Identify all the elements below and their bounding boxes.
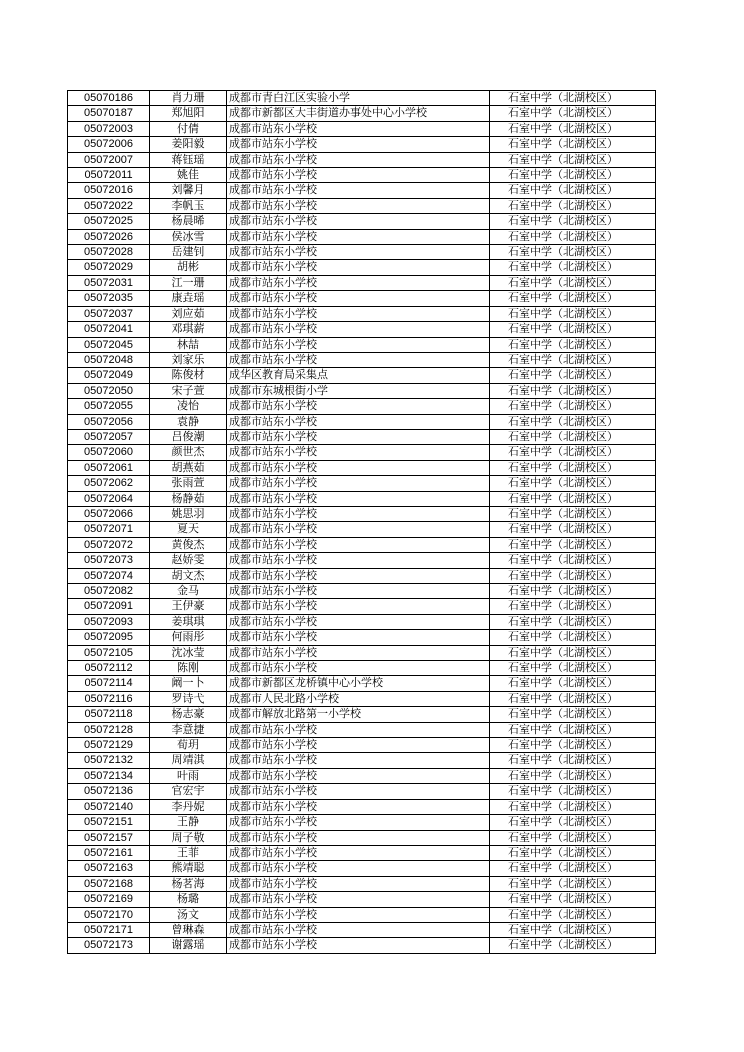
- student-name-cell: 何雨彤: [150, 630, 227, 645]
- student-id-cell: 05072170: [68, 907, 150, 922]
- primary-school-cell: 成都市站东小学校: [227, 722, 490, 737]
- table-row: [68, 938, 656, 953]
- primary-school-cell: 成都市解放北路第一小学校: [227, 707, 490, 722]
- student-name-cell: 胡燕茹: [150, 460, 227, 475]
- student-name-cell: 叶雨: [150, 768, 227, 783]
- table-row: [68, 414, 656, 429]
- table-row: [68, 522, 656, 537]
- primary-school-cell: 成都市站东小学校: [227, 445, 490, 460]
- admitted-school-cell: 石室中学（北湖校区）: [490, 707, 656, 722]
- student-id-cell: 05072057: [68, 429, 150, 444]
- student-name-cell: 李帆玉: [150, 198, 227, 213]
- table-row: [68, 106, 656, 121]
- admitted-school-cell: 石室中学（北湖校区）: [490, 614, 656, 629]
- primary-school-cell: 成都市站东小学校: [227, 938, 490, 953]
- table-row: [68, 922, 656, 937]
- primary-school-cell: 成都市站东小学校: [227, 121, 490, 136]
- admitted-school-cell: 石室中学（北湖校区）: [490, 183, 656, 198]
- student-name-cell: 姚佳: [150, 168, 227, 183]
- table-row: [68, 214, 656, 229]
- table-row: [68, 830, 656, 845]
- student-name-cell: 金马: [150, 584, 227, 599]
- table-row: [68, 907, 656, 922]
- table-row: [68, 491, 656, 506]
- primary-school-cell: 成都市站东小学校: [227, 614, 490, 629]
- primary-school-cell: 成都市站东小学校: [227, 738, 490, 753]
- student-id-cell: 05072056: [68, 414, 150, 429]
- admitted-school-cell: 石室中学（北湖校区）: [490, 137, 656, 152]
- student-name-cell: 王伊豪: [150, 599, 227, 614]
- admitted-school-cell: 石室中学（北湖校区）: [490, 476, 656, 491]
- student-name-cell: 岳建钊: [150, 245, 227, 260]
- student-id-cell: 05072071: [68, 522, 150, 537]
- primary-school-cell: 成都市站东小学校: [227, 568, 490, 583]
- primary-school-cell: 成都市站东小学校: [227, 322, 490, 337]
- admitted-school-cell: 石室中学（北湖校区）: [490, 799, 656, 814]
- student-id-cell: 05072073: [68, 553, 150, 568]
- admitted-school-cell: 石室中学（北湖校区）: [490, 322, 656, 337]
- admitted-school-cell: 石室中学（北湖校区）: [490, 815, 656, 830]
- primary-school-cell: 成都市站东小学校: [227, 599, 490, 614]
- primary-school-cell: 成都市站东小学校: [227, 214, 490, 229]
- student-id-cell: 05072163: [68, 861, 150, 876]
- primary-school-cell: 成都市站东小学校: [227, 229, 490, 244]
- primary-school-cell: 成都市站东小学校: [227, 506, 490, 521]
- table-row: [68, 306, 656, 321]
- primary-school-cell: 成都市新都区龙桥镇中心小学校: [227, 676, 490, 691]
- admitted-school-cell: 石室中学（北湖校区）: [490, 368, 656, 383]
- student-name-cell: 姜阳毅: [150, 137, 227, 152]
- table-row: [68, 645, 656, 660]
- table-row: [68, 368, 656, 383]
- admitted-school-cell: 石室中学（北湖校区）: [490, 784, 656, 799]
- primary-school-cell: 成都市站东小学校: [227, 352, 490, 367]
- primary-school-cell: 成都市站东小学校: [227, 260, 490, 275]
- student-id-cell: 05072048: [68, 352, 150, 367]
- primary-school-cell: 成都市站东小学校: [227, 491, 490, 506]
- table-row: [68, 460, 656, 475]
- table-row: [68, 121, 656, 136]
- student-id-cell: 05072173: [68, 938, 150, 953]
- admitted-school-cell: 石室中学（北湖校区）: [490, 938, 656, 953]
- student-id-cell: 05072025: [68, 214, 150, 229]
- admitted-school-cell: 石室中学（北湖校区）: [490, 522, 656, 537]
- student-id-cell: 05070187: [68, 106, 150, 121]
- student-id-cell: 05072151: [68, 815, 150, 830]
- primary-school-cell: 成都市站东小学校: [227, 584, 490, 599]
- student-id-cell: 05072061: [68, 460, 150, 475]
- student-id-cell: 05072031: [68, 275, 150, 290]
- primary-school-cell: 成都市站东小学校: [227, 399, 490, 414]
- primary-school-cell: 成都市站东小学校: [227, 784, 490, 799]
- student-name-cell: 陈俊材: [150, 368, 227, 383]
- student-id-cell: 05072116: [68, 691, 150, 706]
- admitted-school-cell: 石室中学（北湖校区）: [490, 722, 656, 737]
- student-id-cell: 05072003: [68, 121, 150, 136]
- student-name-cell: 汤文: [150, 907, 227, 922]
- primary-school-cell: 成都市站东小学校: [227, 152, 490, 167]
- table-row: [68, 691, 656, 706]
- student-id-cell: 05072132: [68, 753, 150, 768]
- student-id-cell: 05072140: [68, 799, 150, 814]
- table-row: [68, 630, 656, 645]
- admitted-school-cell: 石室中学（北湖校区）: [490, 337, 656, 352]
- student-id-cell: 05072029: [68, 260, 150, 275]
- admitted-school-cell: 石室中学（北湖校区）: [490, 845, 656, 860]
- admitted-school-cell: 石室中学（北湖校区）: [490, 399, 656, 414]
- table-row: [68, 275, 656, 290]
- student-name-cell: 康垚瑶: [150, 291, 227, 306]
- admitted-school-cell: 石室中学（北湖校区）: [490, 429, 656, 444]
- student-id-cell: 05072045: [68, 337, 150, 352]
- primary-school-cell: 成都市站东小学校: [227, 291, 490, 306]
- admitted-school-cell: 石室中学（北湖校区）: [490, 168, 656, 183]
- table-row: [68, 399, 656, 414]
- student-name-cell: 李意捷: [150, 722, 227, 737]
- student-id-cell: 05072062: [68, 476, 150, 491]
- student-name-cell: 姚思羽: [150, 506, 227, 521]
- student-id-cell: 05072064: [68, 491, 150, 506]
- admitted-school-cell: 石室中学（北湖校区）: [490, 291, 656, 306]
- primary-school-cell: 成都市站东小学校: [227, 183, 490, 198]
- student-id-cell: 05072112: [68, 661, 150, 676]
- admitted-school-cell: 石室中学（北湖校区）: [490, 691, 656, 706]
- table-row: [68, 291, 656, 306]
- table-row: [68, 661, 656, 676]
- table-row: [68, 245, 656, 260]
- student-id-cell: 05072028: [68, 245, 150, 260]
- admitted-school-cell: 石室中学（北湖校区）: [490, 229, 656, 244]
- primary-school-cell: 成都市站东小学校: [227, 275, 490, 290]
- table-row: [68, 768, 656, 783]
- primary-school-cell: 成都市站东小学校: [227, 537, 490, 552]
- student-name-cell: 杨静茹: [150, 491, 227, 506]
- student-name-cell: 袁静: [150, 414, 227, 429]
- primary-school-cell: 成都市站东小学校: [227, 753, 490, 768]
- admitted-school-cell: 石室中学（北湖校区）: [490, 460, 656, 475]
- student-id-cell: 05072157: [68, 830, 150, 845]
- student-name-cell: 江一珊: [150, 275, 227, 290]
- admitted-school-cell: 石室中学（北湖校区）: [490, 922, 656, 937]
- primary-school-cell: 成都市站东小学校: [227, 661, 490, 676]
- student-id-cell: 05072093: [68, 614, 150, 629]
- table-row: [68, 568, 656, 583]
- primary-school-cell: 成都市站东小学校: [227, 168, 490, 183]
- student-name-cell: 阚一卜: [150, 676, 227, 691]
- admitted-school-cell: 石室中学（北湖校区）: [490, 198, 656, 213]
- admitted-school-cell: 石室中学（北湖校区）: [490, 506, 656, 521]
- admitted-school-cell: 石室中学（北湖校区）: [490, 768, 656, 783]
- student-id-cell: 05072091: [68, 599, 150, 614]
- table-row: [68, 168, 656, 183]
- table-row: [68, 614, 656, 629]
- table-row: [68, 815, 656, 830]
- primary-school-cell: 成都市站东小学校: [227, 645, 490, 660]
- admitted-school-cell: 石室中学（北湖校区）: [490, 106, 656, 121]
- student-id-cell: 05072066: [68, 506, 150, 521]
- student-name-cell: 黄俊杰: [150, 537, 227, 552]
- student-id-cell: 05072041: [68, 322, 150, 337]
- primary-school-cell: 成都市站东小学校: [227, 306, 490, 321]
- admitted-school-cell: 石室中学（北湖校区）: [490, 645, 656, 660]
- student-id-cell: 05072118: [68, 707, 150, 722]
- admitted-school-cell: 石室中学（北湖校区）: [490, 676, 656, 691]
- student-id-cell: 05070186: [68, 91, 150, 106]
- student-name-cell: 王静: [150, 815, 227, 830]
- table-row: [68, 91, 656, 106]
- student-name-cell: 赵娇雯: [150, 553, 227, 568]
- table-row: [68, 429, 656, 444]
- admitted-school-cell: 石室中学（北湖校区）: [490, 568, 656, 583]
- table-row: [68, 537, 656, 552]
- admitted-school-cell: 石室中学（北湖校区）: [490, 445, 656, 460]
- admitted-school-cell: 石室中学（北湖校区）: [490, 599, 656, 614]
- student-name-cell: 罗诗弋: [150, 691, 227, 706]
- table-row: [68, 738, 656, 753]
- admitted-school-cell: 石室中学（北湖校区）: [490, 306, 656, 321]
- table-row: [68, 352, 656, 367]
- admitted-school-cell: 石室中学（北湖校区）: [490, 861, 656, 876]
- primary-school-cell: 成都市站东小学校: [227, 768, 490, 783]
- primary-school-cell: 成都市站东小学校: [227, 892, 490, 907]
- student-name-cell: 夏天: [150, 522, 227, 537]
- admission-list-table: [67, 90, 656, 954]
- table-row: [68, 260, 656, 275]
- table-row: [68, 337, 656, 352]
- student-id-cell: 05072105: [68, 645, 150, 660]
- primary-school-cell: 成都市站东小学校: [227, 414, 490, 429]
- table-row: [68, 476, 656, 491]
- admitted-school-cell: 石室中学（北湖校区）: [490, 630, 656, 645]
- student-name-cell: 邓琪薪: [150, 322, 227, 337]
- student-id-cell: 05072082: [68, 584, 150, 599]
- primary-school-cell: 成都市站东小学校: [227, 815, 490, 830]
- admitted-school-cell: 石室中学（北湖校区）: [490, 260, 656, 275]
- table-row: [68, 845, 656, 860]
- student-name-cell: 刘应茹: [150, 306, 227, 321]
- primary-school-cell: 成都市站东小学校: [227, 861, 490, 876]
- student-id-cell: 05072035: [68, 291, 150, 306]
- student-id-cell: 05072161: [68, 845, 150, 860]
- primary-school-cell: 成都市站东小学校: [227, 337, 490, 352]
- student-id-cell: 05072007: [68, 152, 150, 167]
- admitted-school-cell: 石室中学（北湖校区）: [490, 275, 656, 290]
- student-id-cell: 05072022: [68, 198, 150, 213]
- table-row: [68, 506, 656, 521]
- primary-school-cell: 成都市站东小学校: [227, 553, 490, 568]
- student-name-cell: 姜琪琪: [150, 614, 227, 629]
- admitted-school-cell: 石室中学（北湖校区）: [490, 584, 656, 599]
- student-name-cell: 荀玥: [150, 738, 227, 753]
- student-id-cell: 05072072: [68, 537, 150, 552]
- student-name-cell: 宋子萱: [150, 383, 227, 398]
- student-id-cell: 05072169: [68, 892, 150, 907]
- student-name-cell: 刘馨月: [150, 183, 227, 198]
- student-id-cell: 05072114: [68, 676, 150, 691]
- student-name-cell: 官宏宇: [150, 784, 227, 799]
- student-id-cell: 05072171: [68, 922, 150, 937]
- student-name-cell: 肖力珊: [150, 91, 227, 106]
- table-row: [68, 553, 656, 568]
- student-name-cell: 谢露瑶: [150, 938, 227, 953]
- student-id-cell: 05072049: [68, 368, 150, 383]
- admitted-school-cell: 石室中学（北湖校区）: [490, 907, 656, 922]
- admitted-school-cell: 石室中学（北湖校区）: [490, 214, 656, 229]
- primary-school-cell: 成都市站东小学校: [227, 137, 490, 152]
- student-name-cell: 杨志豪: [150, 707, 227, 722]
- admitted-school-cell: 石室中学（北湖校区）: [490, 537, 656, 552]
- student-name-cell: 周子敬: [150, 830, 227, 845]
- student-name-cell: 胡文杰: [150, 568, 227, 583]
- student-id-cell: 05072129: [68, 738, 150, 753]
- table-row: [68, 676, 656, 691]
- student-name-cell: 胡彬: [150, 260, 227, 275]
- student-name-cell: 付倩: [150, 121, 227, 136]
- admitted-school-cell: 石室中学（北湖校区）: [490, 383, 656, 398]
- student-name-cell: 杨茗海: [150, 876, 227, 891]
- student-name-cell: 林喆: [150, 337, 227, 352]
- table-row: [68, 152, 656, 167]
- table-row: [68, 198, 656, 213]
- primary-school-cell: 成都市站东小学校: [227, 830, 490, 845]
- primary-school-cell: 成都市站东小学校: [227, 522, 490, 537]
- primary-school-cell: 成都市站东小学校: [227, 876, 490, 891]
- table-row: [68, 876, 656, 891]
- primary-school-cell: 成都市站东小学校: [227, 922, 490, 937]
- student-name-cell: 杨晨晞: [150, 214, 227, 229]
- student-name-cell: 吕俊潮: [150, 429, 227, 444]
- table-row: [68, 707, 656, 722]
- table-row: [68, 584, 656, 599]
- admitted-school-cell: 石室中学（北湖校区）: [490, 661, 656, 676]
- admitted-school-cell: 石室中学（北湖校区）: [490, 753, 656, 768]
- student-name-cell: 李丹妮: [150, 799, 227, 814]
- student-id-cell: 05072050: [68, 383, 150, 398]
- admitted-school-cell: 石室中学（北湖校区）: [490, 876, 656, 891]
- table-row: [68, 137, 656, 152]
- primary-school-cell: 成都市站东小学校: [227, 799, 490, 814]
- admitted-school-cell: 石室中学（北湖校区）: [490, 892, 656, 907]
- student-name-cell: 杨璐: [150, 892, 227, 907]
- primary-school-cell: 成都市人民北路小学校: [227, 691, 490, 706]
- primary-school-cell: 成都市新都区大丰街道办事处中心小学校: [227, 106, 490, 121]
- admitted-school-cell: 石室中学（北湖校区）: [490, 830, 656, 845]
- admitted-school-cell: 石室中学（北湖校区）: [490, 352, 656, 367]
- primary-school-cell: 成都市站东小学校: [227, 429, 490, 444]
- table-row: [68, 722, 656, 737]
- student-name-cell: 凌怡: [150, 399, 227, 414]
- student-name-cell: 熊靖聪: [150, 861, 227, 876]
- student-name-cell: 曾琳森: [150, 922, 227, 937]
- student-id-cell: 05072055: [68, 399, 150, 414]
- primary-school-cell: 成华区教育局采集点: [227, 368, 490, 383]
- table-row: [68, 892, 656, 907]
- table-row: [68, 599, 656, 614]
- student-name-cell: 陈刚: [150, 661, 227, 676]
- student-name-cell: 颜世杰: [150, 445, 227, 460]
- admitted-school-cell: 石室中学（北湖校区）: [490, 414, 656, 429]
- student-id-cell: 05072134: [68, 768, 150, 783]
- admitted-school-cell: 石室中学（北湖校区）: [490, 245, 656, 260]
- table-row: [68, 383, 656, 398]
- admitted-school-cell: 石室中学（北湖校区）: [490, 152, 656, 167]
- student-id-cell: 05072168: [68, 876, 150, 891]
- admitted-school-cell: 石室中学（北湖校区）: [490, 91, 656, 106]
- primary-school-cell: 成都市站东小学校: [227, 245, 490, 260]
- table-row: [68, 322, 656, 337]
- student-name-cell: 侯冰雪: [150, 229, 227, 244]
- primary-school-cell: 成都市站东小学校: [227, 460, 490, 475]
- admitted-school-cell: 石室中学（北湖校区）: [490, 738, 656, 753]
- student-id-cell: 05072016: [68, 183, 150, 198]
- table-row: [68, 861, 656, 876]
- admitted-school-cell: 石室中学（北湖校区）: [490, 121, 656, 136]
- admitted-school-cell: 石室中学（北湖校区）: [490, 491, 656, 506]
- student-id-cell: 05072037: [68, 306, 150, 321]
- student-id-cell: 05072006: [68, 137, 150, 152]
- table-row: [68, 799, 656, 814]
- student-name-cell: 沈冰莹: [150, 645, 227, 660]
- student-id-cell: 05072136: [68, 784, 150, 799]
- student-id-cell: 05072074: [68, 568, 150, 583]
- student-name-cell: 郑旭阳: [150, 106, 227, 121]
- table-row: [68, 183, 656, 198]
- student-id-cell: 05072060: [68, 445, 150, 460]
- primary-school-cell: 成都市站东小学校: [227, 630, 490, 645]
- table-row: [68, 784, 656, 799]
- primary-school-cell: 成都市站东小学校: [227, 476, 490, 491]
- student-name-cell: 张雨萱: [150, 476, 227, 491]
- student-id-cell: 05072095: [68, 630, 150, 645]
- table-row: [68, 229, 656, 244]
- primary-school-cell: 成都市青白江区实验小学: [227, 91, 490, 106]
- primary-school-cell: 成都市东城根街小学: [227, 383, 490, 398]
- admitted-school-cell: 石室中学（北湖校区）: [490, 553, 656, 568]
- student-id-cell: 05072011: [68, 168, 150, 183]
- student-name-cell: 刘家乐: [150, 352, 227, 367]
- primary-school-cell: 成都市站东小学校: [227, 198, 490, 213]
- student-name-cell: 蒋钰瑶: [150, 152, 227, 167]
- primary-school-cell: 成都市站东小学校: [227, 845, 490, 860]
- table-row: [68, 445, 656, 460]
- student-id-cell: 05072128: [68, 722, 150, 737]
- student-name-cell: 周靖淇: [150, 753, 227, 768]
- primary-school-cell: 成都市站东小学校: [227, 907, 490, 922]
- student-name-cell: 王菲: [150, 845, 227, 860]
- admission-list-body: [68, 91, 656, 954]
- table-row: [68, 753, 656, 768]
- student-id-cell: 05072026: [68, 229, 150, 244]
